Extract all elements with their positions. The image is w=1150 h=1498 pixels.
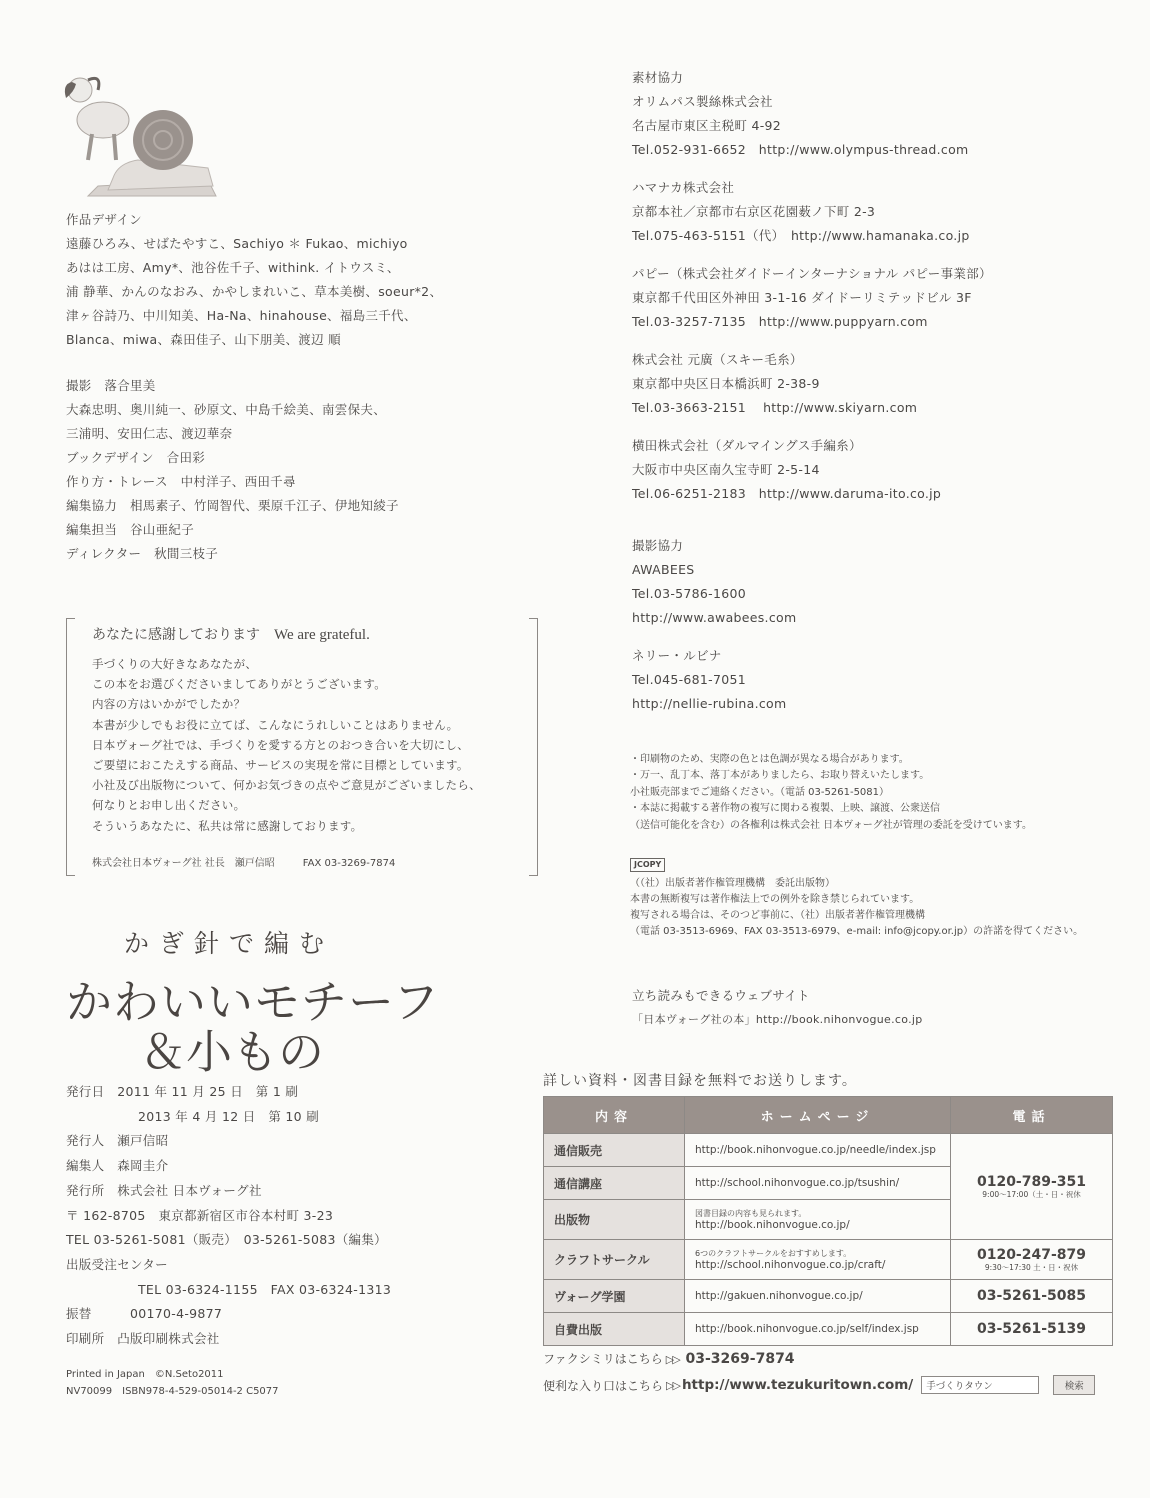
- signature-name: 株式会社日本ヴォーグ社 社長 瀬戸信昭: [92, 858, 275, 869]
- company-address: 東京都千代田区外神田 3-1-16 ダイドーリミテッドビル 3F: [632, 290, 972, 305]
- search-button[interactable]: 検索: [1053, 1375, 1095, 1395]
- phone-number: 0120-789-351: [976, 1173, 1087, 1190]
- isbn: NV70099 ISBN978-4-529-05014-2 C5077: [66, 1385, 279, 1397]
- catalog-title: 詳しい資料・図書目録を無料でお送りします。: [543, 1073, 857, 1089]
- company-address: 大阪市中央区南久宝寺町 2-5-14: [632, 462, 820, 477]
- jcopy-line: 複写される場合は、そのつど事前に、（社）出版者著作権管理機構: [630, 910, 925, 921]
- note-line: ・万一、乱丁本、落丁本がありましたら、お取り替えいたします。: [630, 770, 930, 782]
- phone-number: 03-5261-5139: [951, 1313, 1113, 1346]
- printer: 印刷所 凸版印刷株式会社: [66, 1331, 220, 1347]
- designer-line: 津ヶ谷詩乃、中川知美、Ha-Na、hinahouse、福島三千代、: [66, 308, 417, 323]
- table-row: [544, 1240, 1113, 1280]
- order-center: 出版受注センター: [66, 1256, 168, 1272]
- designer-line: あはは工房、Amy*、池谷佐千子、withink. イトウスミ、: [66, 260, 400, 275]
- designer-line: Blanca、miwa、森田佳子、山下朋美、渡辺 順: [66, 332, 341, 347]
- materials-heading: 素材協力: [632, 70, 684, 85]
- note-line: ・印刷物のため、実際の色とは色調が異なる場合があります。: [630, 754, 909, 765]
- thanks-line: 小社及び出版物について、何かお気づきの点やご意見がございましたら、: [92, 778, 481, 793]
- thanks-line: 本書が少しでもお役に立てば、こんなにうれしいことはありません。: [92, 717, 459, 732]
- staff-line: ブックデザイン 合田彩: [66, 450, 206, 465]
- phone-number: 03-5261-5085: [951, 1280, 1113, 1313]
- company-address: 東京都中央区日本橋浜町 2-38-9: [632, 376, 820, 391]
- staff-line: 作り方・トレース 中村洋子、西田千尋: [66, 474, 296, 489]
- thanks-title-en: We are grateful.: [274, 627, 370, 643]
- table-row: [544, 1313, 1113, 1346]
- design-heading: 作品デザイン: [66, 212, 142, 227]
- thanks-line: そういうあなたに、私共は常に感謝しております。: [92, 818, 363, 833]
- designer-line: 浦 静華、かんのなおみ、かやしまれいこ、草本美樹、soeur*2、: [66, 284, 443, 299]
- thanks-line: 何なりとお申し出ください。: [92, 798, 246, 813]
- note-line: ・本誌に掲載する著作物の複写に関わる複製、上映、譲渡、公衆送信: [630, 803, 940, 815]
- company-address: 京都本社／京都市右京区花園薮ノ下町 2-3: [632, 204, 876, 219]
- double-arrow-icon: ▷▷: [666, 1378, 679, 1392]
- company-contact: Tel.03-3257-7135 http://www.puppyarn.com: [632, 314, 928, 329]
- photo-coop-line: AWABEES: [632, 562, 695, 577]
- table-row: [544, 1280, 1113, 1313]
- company-contact: Tel.06-6251-2183 http://www.daruma-ito.co.jp: [632, 486, 942, 501]
- photo-coop-line: http://nellie-rubina.com: [632, 696, 787, 711]
- company-name: 株式会社 元廣（スキー毛糸）: [632, 352, 803, 367]
- credits-section: [66, 208, 536, 566]
- staff-line: 編集協力 相馬素子、竹岡智代、栗原千江子、伊地知綾子: [66, 498, 399, 513]
- jcopy-line: （電話 03-3513-6969、FAX 03-3513-6979、e-mail: info@jcopy.or.jp）の許諾を得てください。: [630, 926, 1084, 937]
- thanks-line: この本をお選びくださいましてありがとうございます。: [92, 677, 387, 692]
- staff-line: 大森忠明、奥川純一、砂原文、中島千絵美、南雲保夫、: [66, 402, 387, 417]
- thanks-title: [92, 624, 370, 644]
- row-url: http://school.nihonvogue.co.jp/craft/: [695, 1259, 886, 1271]
- publisher-person: 発行人 瀬戸信昭: [66, 1133, 169, 1149]
- thanks-body: [92, 654, 481, 836]
- double-arrow-icon: ▷▷: [665, 1353, 679, 1366]
- row-name: 出版物: [544, 1200, 685, 1240]
- row-name: クラフトサークル: [544, 1240, 685, 1280]
- order-tel: TEL 03-6324-1155 FAX 03-6324-1313: [138, 1281, 392, 1297]
- row-url-cell: [685, 1240, 951, 1280]
- table-row: [544, 1134, 1113, 1167]
- book-title-main: かわいいモチーフ: [66, 975, 440, 1029]
- materials-section: [632, 66, 1132, 716]
- photo-coop-line: http://www.awabees.com: [632, 610, 797, 625]
- company-name: オリムパス製絲株式会社: [632, 94, 773, 109]
- staff-line: ディレクター 秋間三枝子: [66, 546, 219, 561]
- company-contact: Tel.052-931-6652 http://www.olympus-thread.com: [632, 142, 969, 157]
- photo-coop-line: Tel.045-681-7051: [632, 672, 746, 687]
- row-url: http://book.nihonvogue.co.jp/self/index.jsp: [685, 1313, 951, 1346]
- phone-hours: 9:00〜17:00（土・日・祝休: [982, 1189, 1081, 1199]
- jcopy-notice: [630, 852, 1083, 940]
- website-info: [632, 984, 923, 1032]
- row-url: http://book.nihonvogue.co.jp/needle/index.jsp: [685, 1134, 951, 1167]
- row-note: 6つのクラフトサークルをおすすめします。: [695, 1249, 852, 1258]
- thanks-line: ご要望におこたえする商品、サービスの実現を常に目標としています。: [92, 758, 469, 773]
- staff-line: 三浦明、安田仁志、渡辺華奈: [66, 426, 233, 441]
- photo-cooperation-heading: 撮影協力: [632, 538, 684, 553]
- header-homepage: ホームページ: [685, 1097, 951, 1134]
- thanks-box: [66, 618, 538, 876]
- row-url: http://book.nihonvogue.co.jp/: [695, 1219, 850, 1231]
- row-url: http://school.nihonvogue.co.jp/tsushin/: [685, 1167, 951, 1200]
- book-title-sub: ＆小もの: [140, 1025, 324, 1079]
- designer-line: 遠藤ひろみ、せばたやすこ、Sachiyo ＊ Fukao、michiyo: [66, 236, 408, 251]
- transfer: 振替 00170-4-9877: [66, 1306, 223, 1322]
- catalog-table: [543, 1096, 1113, 1346]
- portal-line: [543, 1375, 1095, 1395]
- row-name: 通信販売: [544, 1134, 685, 1167]
- phone-hours: 9:30〜17:30 土・日・祝休: [984, 1262, 1079, 1272]
- thanks-line: 内容の方はいかがでしたか？: [92, 697, 246, 712]
- editor: 編集人 森岡圭介: [66, 1158, 169, 1174]
- row-name: ヴォーグ学園: [544, 1280, 685, 1313]
- jcopy-line: （（社）出版者著作権管理機構 委託出版物）: [630, 878, 835, 889]
- company-name: パピー（株式会社ダイドーインターナショナル パピー事業部）: [632, 266, 992, 281]
- publish-date: 発行日 2011 年 11 月 25 日 第 1 刷: [66, 1084, 299, 1099]
- book-title-small: かぎ針で編む: [124, 929, 335, 958]
- row-url: http://gakuen.nihonvogue.co.jp/: [685, 1280, 951, 1313]
- printed-in: Printed in Japan ©N.Seto2011: [66, 1369, 224, 1380]
- phone-cell: [951, 1240, 1113, 1280]
- jcopy-badge: JCOPY: [630, 858, 665, 872]
- printed-info: [66, 1367, 279, 1400]
- thanks-signature: [92, 854, 395, 869]
- fax-label: ファクシミリはこちら: [543, 1352, 663, 1366]
- notes: [630, 752, 1032, 834]
- table-header-row: [544, 1097, 1113, 1134]
- address: 〒 162-8705 東京都新宿区市谷本村町 3-23: [66, 1207, 334, 1223]
- phone-number: 0120-247-879: [976, 1246, 1087, 1263]
- phone-cell: [951, 1134, 1113, 1240]
- thanks-title-ja: あなたに感謝しております: [92, 627, 260, 643]
- photo-coop-line: ネリー・ルビナ: [632, 648, 722, 663]
- header-content: 内容: [544, 1097, 685, 1134]
- staff-line: 編集担当 谷山亜紀子: [66, 522, 195, 537]
- fax-line: [543, 1350, 795, 1367]
- note-line: （送信可能化を含む）の各権利は株式会社 日本ヴォーグ社が管理の委託を受けています。: [630, 819, 1032, 831]
- row-note: 図書目録の内容も見られます。: [695, 1209, 807, 1218]
- note-line: 小社販売部までご連絡ください。（電話 03-5261-5081）: [630, 786, 890, 798]
- row-url-cell: [685, 1200, 951, 1240]
- search-input[interactable]: [921, 1376, 1039, 1394]
- signature-fax: FAX 03-3269-7874: [302, 858, 396, 869]
- thanks-line: 手づくりの大好きなあなたが、: [92, 657, 258, 671]
- fax-number: 03-3269-7874: [685, 1351, 795, 1367]
- publish-date-reprint: 2013 年 4 月 12 日 第 10 刷: [138, 1108, 319, 1124]
- colophon: [66, 1080, 391, 1352]
- photo-heading: 撮影 落合里美: [66, 378, 156, 393]
- row-name: 通信講座: [544, 1167, 685, 1200]
- jcopy-line: 本書の無断複写は著作権法上での例外を除き禁じられています。: [630, 894, 920, 905]
- company-name: 横田株式会社（ダルマイングス手編糸）: [632, 438, 862, 453]
- company-name: ハマナカ株式会社: [632, 180, 735, 195]
- company-contact: Tel.075-463-5151（代） http://www.hamanaka.co.jp: [632, 228, 970, 243]
- tel: TEL 03-5261-5081（販売） 03-5261-5083（編集）: [66, 1232, 387, 1248]
- company-contact: Tel.03-3663-2151 http://www.skiyarn.com: [632, 400, 918, 415]
- photo-coop-line: Tel.03-5786-1600: [632, 586, 746, 601]
- portal-label: 便利な入り口はこちら: [543, 1378, 664, 1393]
- company-address: 名古屋市東区主税町 4-92: [632, 118, 782, 133]
- website-link: 「日本ヴォーグ社の本」http://book.nihonvogue.co.jp: [632, 1013, 923, 1026]
- publisher: 発行所 株式会社 日本ヴォーグ社: [66, 1182, 262, 1198]
- header-phone: 電話: [951, 1097, 1113, 1134]
- row-name: 自費出版: [544, 1313, 685, 1346]
- portal-url: http://www.tezukuritown.com/: [681, 1377, 914, 1393]
- website-heading: 立ち読みもできるウェブサイト: [632, 988, 810, 1003]
- thanks-line: 日本ヴォーグ社では、手づくりを愛する方とのおつき合いを大切にし、: [92, 737, 470, 752]
- goat-snail-illustration: [58, 68, 218, 198]
